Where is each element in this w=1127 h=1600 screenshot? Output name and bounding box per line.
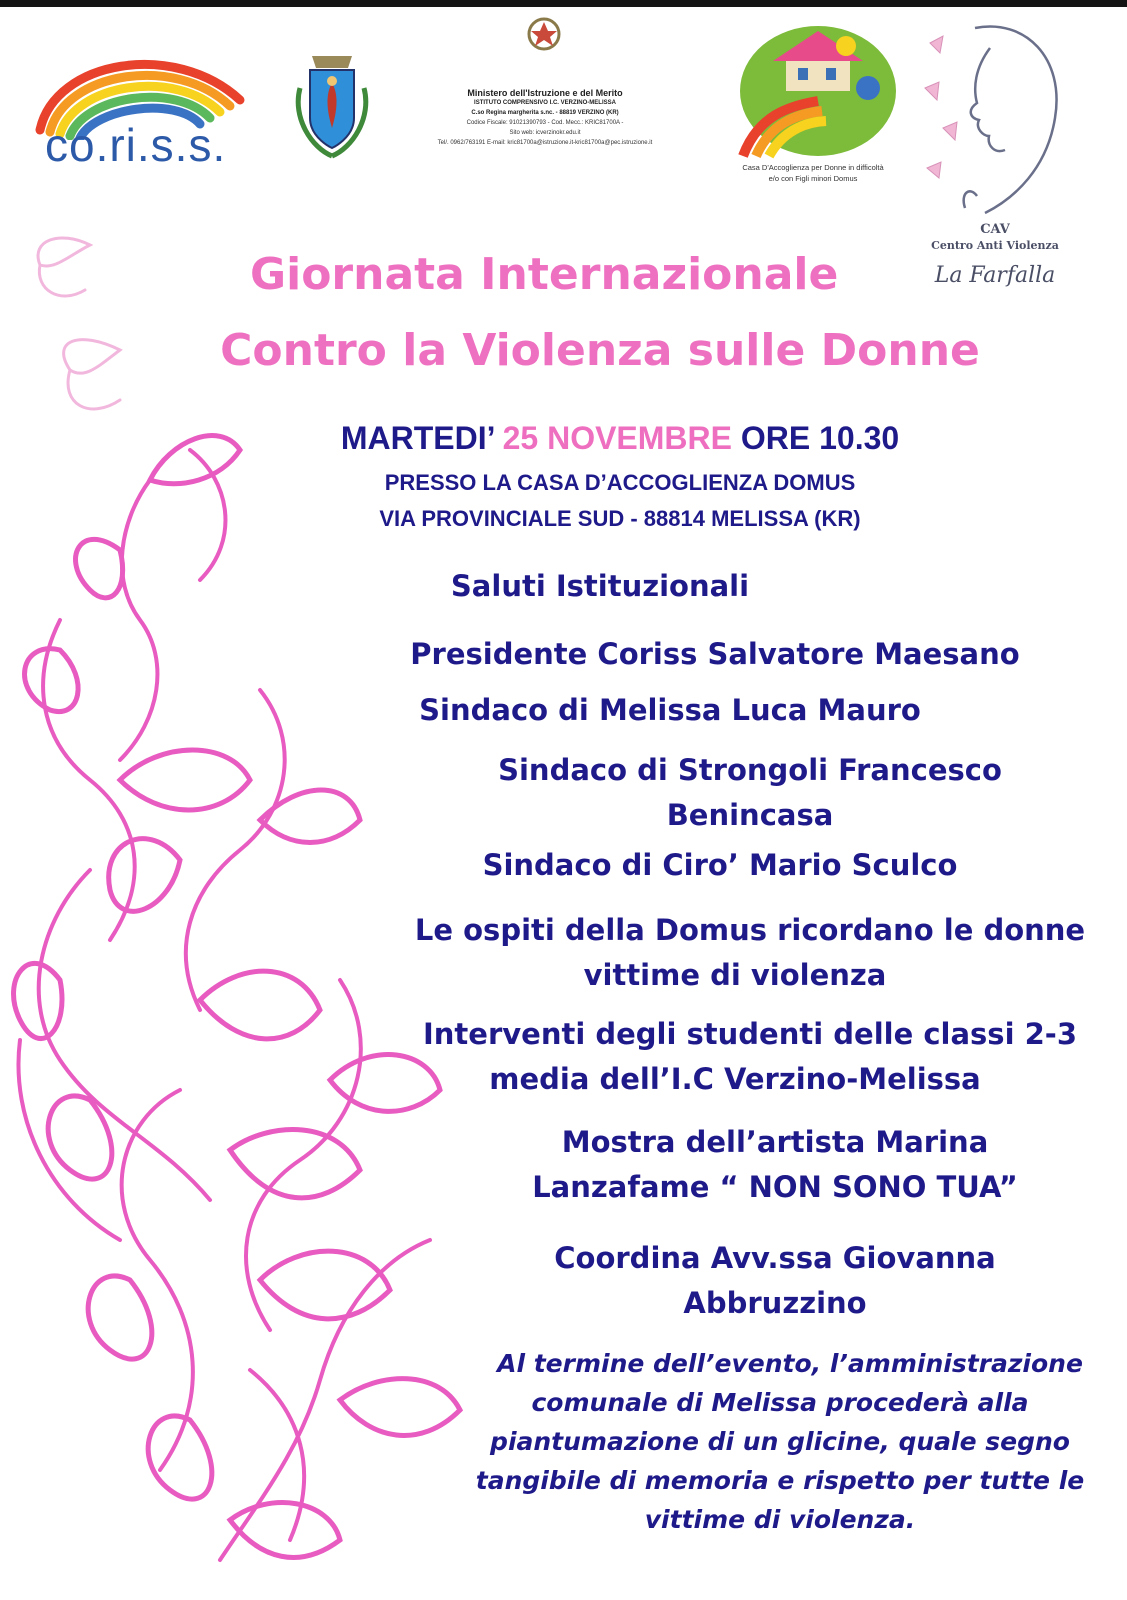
closing-line4: tangibile di memoria e rispetto per tutte le (475, 1466, 1085, 1495)
woman-profile-butterflies-icon (915, 18, 1075, 223)
republic-emblem-icon (525, 14, 563, 56)
ministry-header (380, 14, 710, 164)
cav-script-name: La Farfalla (934, 263, 1056, 288)
ministry-line1: ISTITUTO COMPRENSIVO I.C. VERZINO-MELISSA (474, 100, 616, 106)
town-coat-of-arms (292, 48, 372, 163)
venue-line2: VIA PROVINCIALE SUD - 88814 MELISSA (KR) (379, 506, 861, 531)
coriss-logo (25, 40, 255, 170)
program-item-4: Sindaco di Ciro’ Mario Sculco (482, 848, 958, 882)
program-item-8-line2: Abbruzzino (683, 1286, 867, 1320)
coriss-logo-text: co.ri.s.s. (45, 119, 227, 171)
closing-line5: vittime di violenza. (644, 1505, 916, 1534)
cav-abbr: CAV (980, 222, 1010, 237)
program-item-8-line1: Coordina Avv.ssa Giovanna (554, 1241, 996, 1275)
event-title-line2: Contro la Violenza sulle Donne (220, 325, 980, 376)
cav-logo (915, 18, 1075, 298)
ministry-line4: Sito web: icverzinokr.edu.it (509, 130, 581, 136)
coat-of-arms-icon (292, 48, 372, 163)
domus-logo (718, 16, 908, 191)
program-item-3-line2: Benincasa (666, 798, 834, 832)
venue-line1: PRESSO LA CASA D’ACCOGLIENZA DOMUS (384, 470, 856, 495)
greetings-heading: Saluti Istituzionali (450, 569, 750, 603)
program-item-7-line1: Mostra dell’artista Marina (561, 1125, 989, 1159)
domus-caption-1: Casa D'Accoglienza per Donne in difficoltà (742, 163, 884, 172)
program-item-5-line2: vittime di violenza (583, 958, 887, 992)
domus-house-icon (718, 16, 908, 161)
cav-name: Centro Anti Violenza (931, 239, 1059, 252)
ministry-line5: Tel/. 0962/763191 E-mail: kric81700a@istruzione.it-kric81700a@pec.istruzione.it (437, 140, 653, 146)
event-date-line (200, 418, 1040, 458)
program-item-7-line2: Lanzafame “ NON SONO TUA” (532, 1170, 1018, 1204)
ministry-line3: Codice Fiscale: 91021390793 - Cod. Mecc.: KRIC81700A - (466, 120, 624, 126)
closing-line1: Al termine dell’evento, l’amministrazione (497, 1349, 1083, 1378)
closing-line2: comunale di Melissa procederà alla (531, 1388, 1029, 1417)
event-time: ORE 10.30 (740, 420, 900, 456)
program-item-6-line1: Interventi degli studenti delle classi 2-3 (422, 1017, 1077, 1051)
program-item-5-line1: Le ospiti della Domus ricordano le donne (414, 913, 1086, 947)
ministry-line2: C.so Regina margherita s.nc. - 88819 VERZINO (KR) (471, 110, 619, 116)
program-item-2: Sindaco di Melissa Luca Mauro (419, 693, 921, 727)
event-title-line1: Giornata Internazionale (250, 249, 839, 300)
domus-caption-2: e/o con Figli minori Domus (768, 174, 858, 183)
top-status-bar (0, 0, 1127, 7)
event-date: 25 NOVEMBRE (502, 420, 732, 456)
program-item-6-line2: media dell’I.C Verzino-Melissa (489, 1062, 981, 1096)
closing-line3: piantumazione di un glicine, quale segno (490, 1427, 1070, 1456)
program-item-3-line1: Sindaco di Strongoli Francesco (498, 753, 1002, 787)
ministry-title: Ministero dell'Istruzione e del Merito (467, 88, 623, 98)
program-item-1: Presidente Coriss Salvatore Maesano (410, 637, 1020, 671)
event-day: MARTEDI’ (340, 420, 494, 456)
